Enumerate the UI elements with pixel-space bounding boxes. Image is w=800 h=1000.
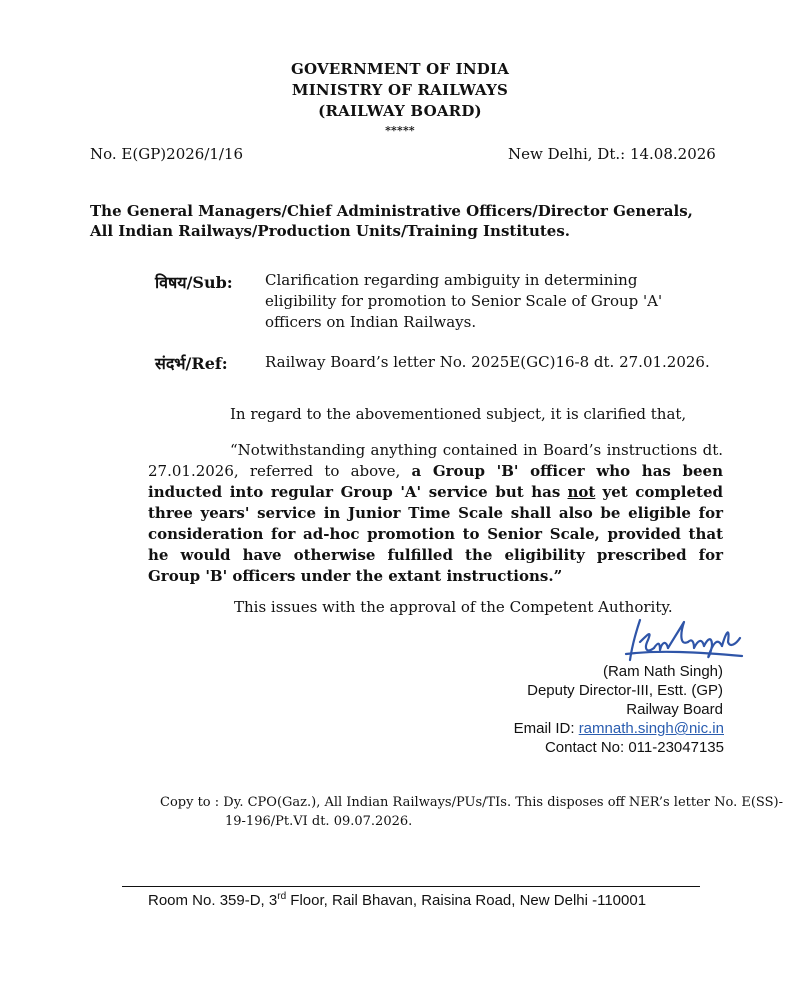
header-line-1: GOVERNMENT OF INDIA (290, 60, 510, 78)
subject-text: Clarification regarding ambiguity in determining eligibility for promotion to Senior Scale of Group 'A' officers on Indian Railways. (265, 271, 663, 331)
reference-label: संदर्भ/Ref: (155, 354, 228, 373)
contact-number: Contact No: 011-23047135 (544, 739, 724, 756)
signatory-block (520, 662, 723, 719)
signatory-designation: Deputy Director-III, Estt. (GP) (527, 682, 723, 699)
copy-to-line-2: 19-196/Pt.VI dt. 09.07.2026. (225, 814, 413, 829)
header-line-3: (RAILWAY BOARD) (318, 102, 482, 120)
quote-emphasis-not: not (567, 483, 596, 501)
approval-line: This issues with the approval of the Competent Authority. (234, 598, 673, 616)
quoted-clarification (148, 440, 723, 587)
copy-to-section (160, 793, 783, 831)
quote-bold-text-b: yet completed three years' service in Junior Time Scale shall also be eligible for consideration for ad-hoc promotion to Senior Scale, provided that he would have otherwise fulfilled the eligibility prescribed for Group 'B' officers under the extant instructions.” (148, 483, 723, 585)
subject-label: विषय/Sub: (155, 273, 233, 292)
reference-text: Railway Board’s letter No. 2025E(GC)16-8 dt. 27.01.2026. (265, 353, 710, 371)
addressee-line-2: All Indian Railways/Production Units/Training Institutes. (90, 222, 570, 240)
quote-bold-text-a: a Group 'B' officer who has been inducted into regular Group 'A' service but has (148, 462, 724, 501)
signatory-office: Railway Board (626, 701, 723, 718)
copy-to-line-1 (160, 793, 783, 812)
footer-room: Room No. 359-D, 3 (148, 892, 278, 909)
header-line-2: MINISTRY OF RAILWAYS (291, 81, 509, 99)
copy-to-label: Copy to : (160, 795, 220, 810)
intro-paragraph: In regard to the abovementioned subject, it is clarified that, (230, 405, 687, 423)
reference-number: No. E(GP)2026/1/16 (90, 145, 244, 163)
footer-address (148, 891, 646, 909)
signatory-name: (Ram Nath Singh) (602, 663, 723, 680)
footer-floor-suffix: rd (277, 891, 287, 902)
footer-rule (122, 886, 700, 887)
place-date: New Delhi, Dt.: 14.08.2026 (508, 145, 716, 163)
handwritten-signature (618, 612, 748, 668)
email-label: Email ID: (513, 720, 575, 737)
footer-address-rest: Floor, Rail Bhavan, Raisina Road, New Delhi -110001 (286, 892, 647, 909)
header-stars: ***** (385, 124, 415, 137)
addressee-line-1: The General Managers/Chief Administrative Officers/Director Generals, (90, 202, 693, 220)
copy-to-text-1: Dy. CPO(Gaz.), All Indian Railways/PUs/TIs. This disposes off NER’s letter No. E(SS)- (223, 795, 783, 810)
quote-plain-text: “Notwithstanding anything contained in Board’s instructions dt. 27.01.2026, referred to above, (148, 441, 723, 480)
email-link[interactable]: ramnath.singh@nic.in (578, 720, 724, 737)
email-row (440, 719, 724, 738)
